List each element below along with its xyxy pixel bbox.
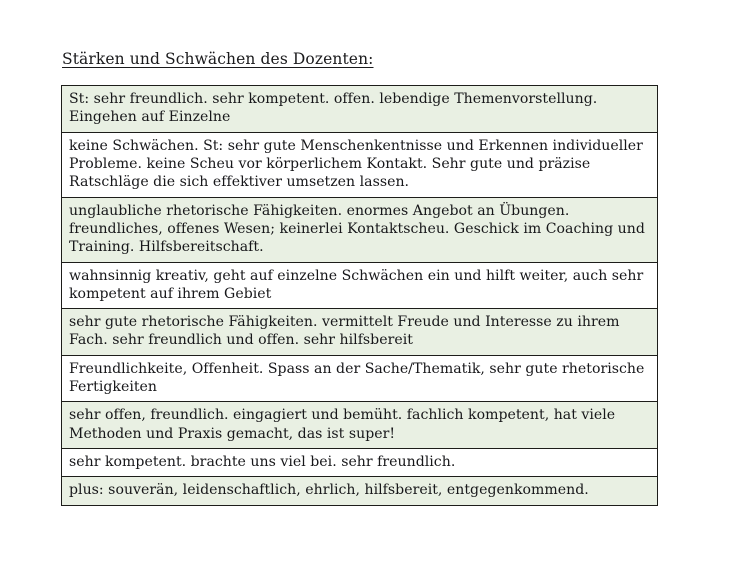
- table-row: [62, 309, 658, 356]
- page-title: Stärken und Schwächen des Dozenten:: [62, 50, 374, 68]
- table-cell-comment: unglaubliche rhetorische Fähigkeiten. enormes Angebot an Übungen. freundliches, offenes Wesen; keinerlei Kontaktscheu. Geschick im Coaching und Training. Hilfsbereitschaft.: [62, 197, 658, 262]
- table-cell-comment: sehr gute rhetorische Fähigkeiten. vermittelt Freude und Interesse zu ihrem Fach. sehr freundlich und offen. sehr hilfsbereit: [62, 309, 658, 356]
- table-row: [62, 402, 658, 449]
- table-row: [62, 86, 658, 133]
- table-cell-comment: keine Schwächen. St: sehr gute Menschenkentnisse und Erkennen individueller Probleme. keine Scheu vor körperlichem Kontakt. Sehr gute und präzise Ratschläge die sich effektiver umsetzen lassen.: [62, 132, 658, 197]
- feedback-table-body: [62, 86, 658, 506]
- table-row: [62, 262, 658, 309]
- feedback-table: [61, 85, 658, 506]
- table-cell-comment: St: sehr freundlich. sehr kompetent. offen. lebendige Themenvorstellung. Eingehen auf Einzelne: [62, 86, 658, 133]
- table-cell-comment: Freundlichkeite, Offenheit. Spass an der Sache/Thematik, sehr gute rhetorische Fertigkeiten: [62, 355, 658, 402]
- table-row: [62, 449, 658, 477]
- table-row: [62, 197, 658, 262]
- table-row: [62, 477, 658, 505]
- table-cell-comment: plus: souverän, leidenschaftlich, ehrlich, hilfsbereit, entgegenkommend.: [62, 477, 658, 505]
- table-cell-comment: sehr kompetent. brachte uns viel bei. sehr freundlich.: [62, 449, 658, 477]
- table-row: [62, 132, 658, 197]
- table-row: [62, 355, 658, 402]
- table-cell-comment: wahnsinnig kreativ, geht auf einzelne Schwächen ein und hilft weiter, auch sehr kompetent auf ihrem Gebiet: [62, 262, 658, 309]
- table-cell-comment: sehr offen, freundlich. eingagiert und bemüht. fachlich kompetent, hat viele Methoden und Praxis gemacht, das ist super!: [62, 402, 658, 449]
